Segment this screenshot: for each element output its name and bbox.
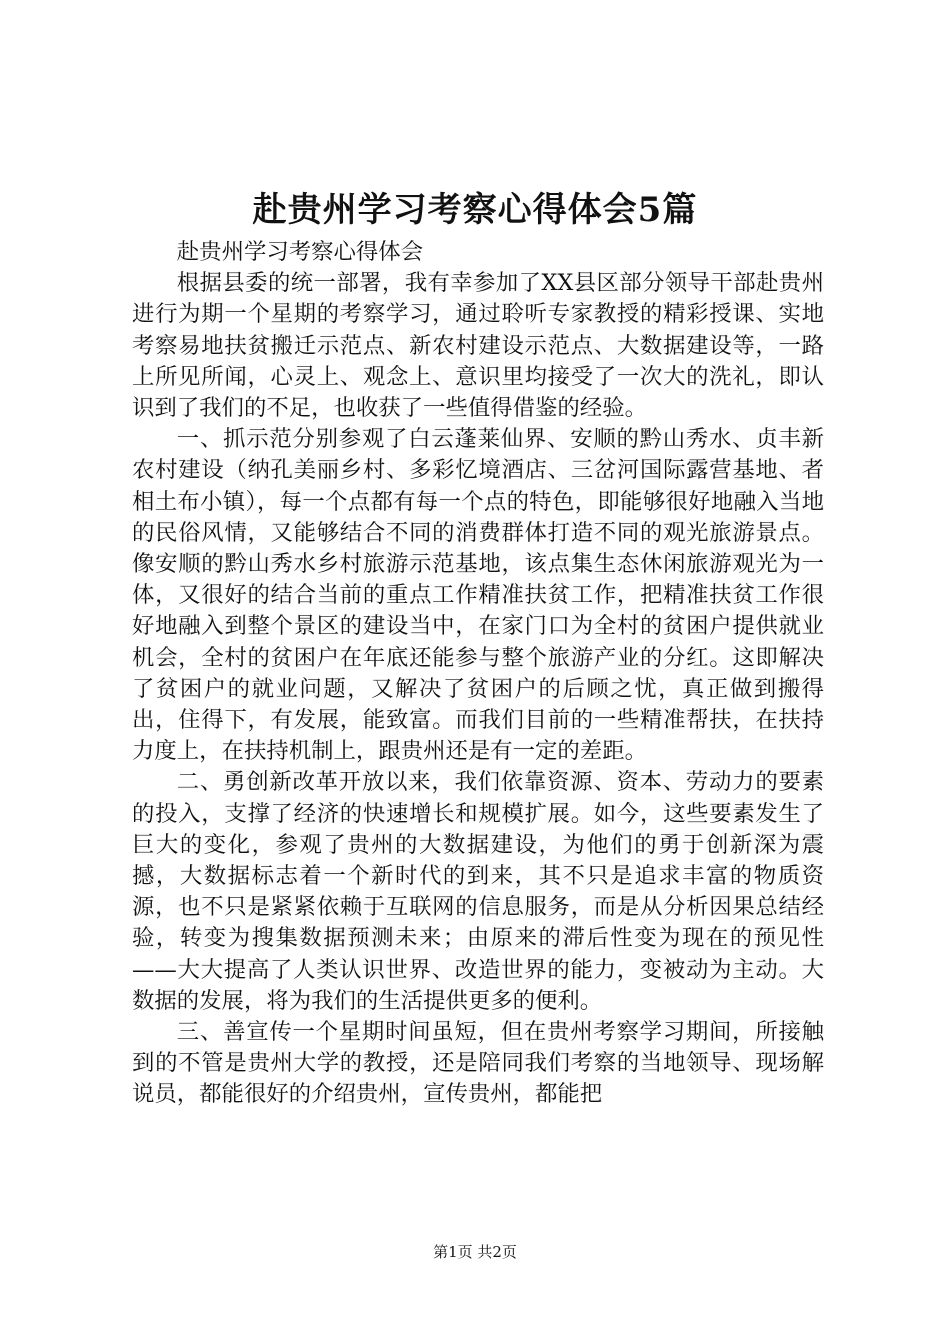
paragraph-section-2: 二、勇创新改革开放以来，我们依靠资源、资本、劳动力的要素的投入，支撑了经济的快速增长和规模扩展。如今，这些要素发生了巨大的变化，参观了贵州的大数据建设，为他们的勇于创新深为震撼，大数据标志着一个新时代的到来，其不只是追求丰富的物质资源，也不只是紧紧依赖于互联网的信息服务，而是从分析因果总结经验，转变为搜集数据预测未来；由原来的滞后性变为现在的预见性——大大提高了人类认识世界、改造世界的能力，变被动为主动。大数据的发展，将为我们的生活提供更多的便利。: [132, 769, 824, 1014]
page-number-footer: 第1页 共2页: [433, 1243, 517, 1261]
document-body: [132, 237, 824, 1111]
paragraph-section-3: 三、善宣传一个星期时间虽短，但在贵州考察学习期间，所接触到的不管是贵州大学的教授，还是陪同我们考察的当地领导、现场解说员，都能很好的介绍贵州，宣传贵州，都能把: [132, 1019, 824, 1108]
paragraph-intro: 根据县委的统一部署，我有幸参加了XX县区部分领导干部赴贵州进行为期一个星期的考察学习，通过聆听专家教授的精彩授课、实地考察易地扶贫搬迁示范点、新农村建设示范点、大数据建设等，一路上所见所闻，心灵上、观念上、意识里均接受了一次大的洗礼，即认识到了我们的不足，也收获了一些值得借鉴的经验。: [132, 270, 824, 422]
document-title: 赴贵州学习考察心得体会5篇: [252, 190, 698, 230]
paragraph-section-1: 一、抓示范分别参观了白云蓬莱仙界、安顺的黔山秀水、贞丰新农村建设（纳孔美丽乡村、多彩忆境酒店、三岔河国际露营基地、者相土布小镇），每一个点都有每一个点的特色，即能够很好地融入当地的民俗风情，又能够结合不同的消费群体打造不同的观光旅游景点。像安顺的黔山秀水乡村旅游示范基地，该点集生态休闲旅游观光为一体，又很好的结合当前的重点工作精准扶贫工作，把精准扶贫工作很好地融入到整个景区的建设当中，在家门口为全村的贫困户提供就业机会，全村的贫困户在年底还能参与整个旅游产业的分红。这即解决了贫困户的就业问题，又解决了贫困户的后顾之忧，真正做到搬得出，住得下，有发展，能致富。而我们目前的一些精准帮扶，在扶持力度上，在扶持机制上，跟贵州还是有一定的差距。: [132, 426, 824, 765]
paragraph-subtitle: 赴贵州学习考察心得体会: [176, 239, 424, 265]
